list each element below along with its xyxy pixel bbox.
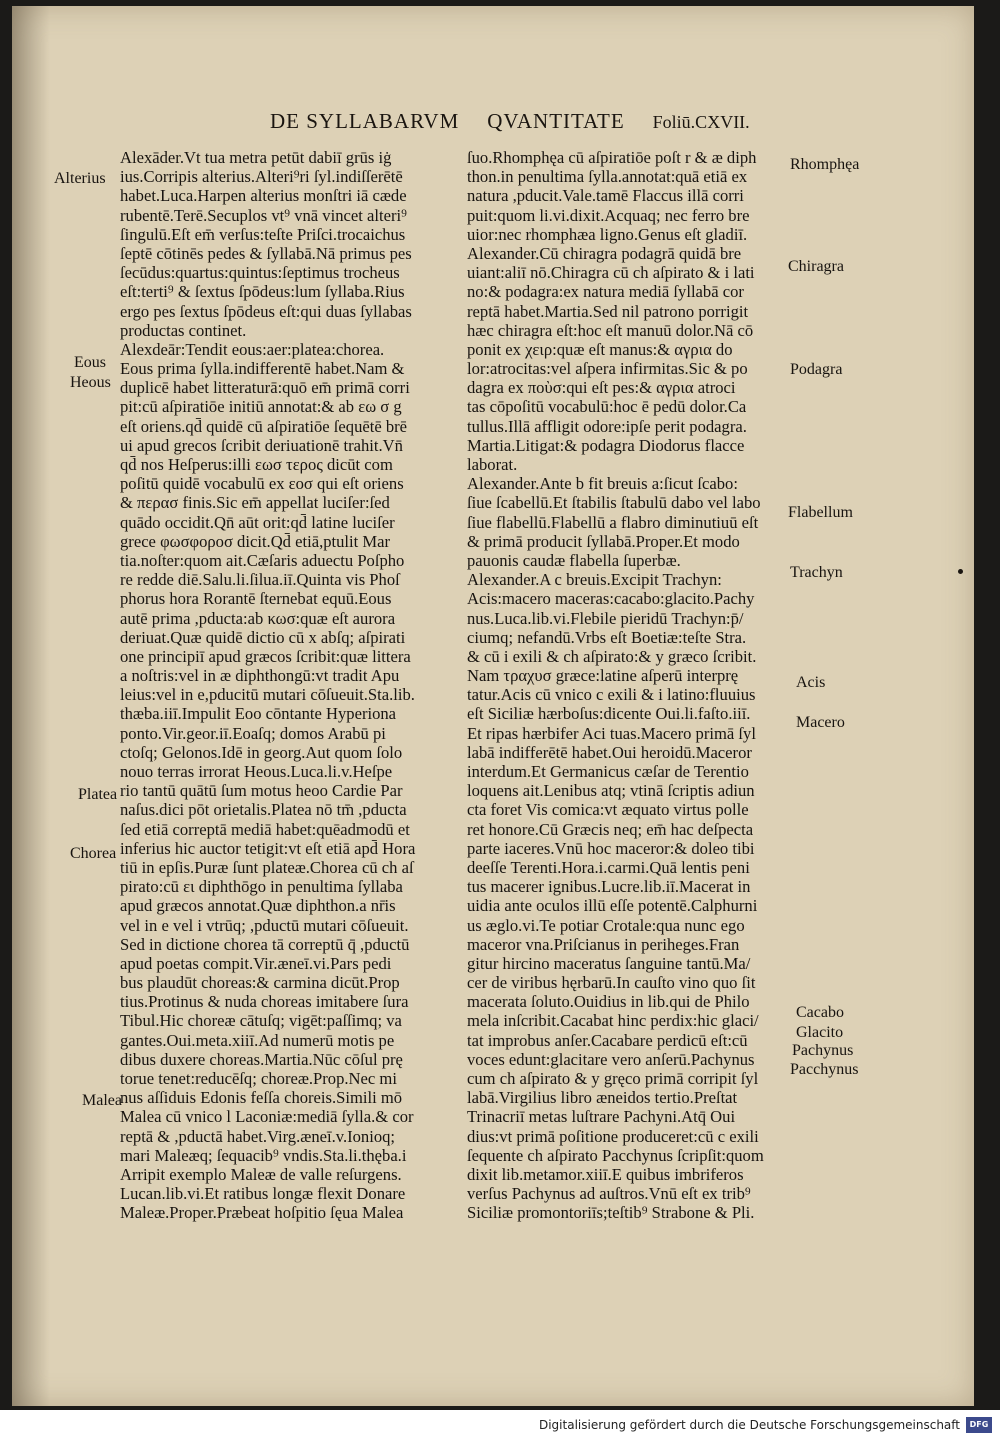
left-column-line: apud poetas compit.Vir.æneī.vi.Pars pedi	[120, 953, 392, 973]
right-column-line: tullus.Illā affligit odore:ipſe perit podagra.	[467, 416, 747, 436]
left-column-line: ponto.Vir.geor.iī.Eoaſq; domos Arabū pi	[120, 723, 386, 743]
right-column-line: uidia ante oculos illū eſſe potentē.Calphurni	[467, 896, 758, 916]
right-column-line: deeſſe Terenti.Hora.i.carmi.Quā lentis peni	[467, 857, 750, 877]
right-column-line: Trinacriī metas luſtrare Pachyni.Atq̄ Oui	[467, 1107, 736, 1127]
digitization-footer	[0, 1410, 1000, 1442]
left-column-line: eſt oriens.qd̄ quidē cū aſpiratiōe ſequētē brē	[120, 416, 408, 436]
margin-note-flabellum: Flabellum	[788, 504, 853, 521]
left-column-line: Sed in dictione chorea tā correptū q̄ ,pductū	[120, 934, 410, 954]
left-column-line: torue tenet:reducēſq; choreæ.Prop.Nec mi	[120, 1069, 397, 1088]
right-column-line: uiant:aliī nō.Chiragra cū ch aſpirato & i lati	[467, 263, 755, 283]
left-column-line: nus aſſiduis Edonis feſſa choreis.Simili mō	[120, 1088, 403, 1108]
left-column-line: qd̄ nos Heſperus:illi εωσ τερος dicūt com	[120, 455, 393, 474]
left-column-line: ſingulū.Eſt em̄ verſus:teſte Priſci.trocaichus	[120, 224, 406, 244]
right-column-line: reptā habet.Martia.Sed nil patrono porrigit	[467, 301, 749, 321]
right-column-line: ſuo.Rhomphęa cū aſpiratiōe poſt r & æ diph	[467, 148, 757, 167]
left-column-line: thæba.iiī.Impulit Eoo cōntante Hyperiona	[120, 704, 397, 724]
right-column-line: tas cōpoſitū vocabulū:hoc ē pedū dolor.Ca	[467, 397, 747, 417]
left-column-line: duplicē habet litteraturā:quō em̄ primā corri	[120, 378, 410, 398]
dfg-logo: DFG	[966, 1417, 992, 1433]
right-column-line: mela inſcribit.Cacabat hinc perdix:hic glaci/	[467, 1011, 759, 1031]
margin-note-chiragra: Chiragra	[788, 258, 844, 275]
right-column-line: eſt Siciliæ hærboſus:dicente Oui.li.faſto.iiī.	[467, 704, 751, 724]
left-column-line: Eous prima ſylla.indifferentē habet.Nam &	[120, 359, 405, 379]
left-column-line: productas continet.	[120, 320, 247, 340]
margin-note-heous: Heous	[70, 374, 111, 391]
right-column-line: natura ,pducit.Vale.tamē Flaccus illā corri	[467, 186, 744, 206]
margin-note-malea: Malea	[82, 1092, 122, 1109]
left-column-line: pit:cū aſpiratiōe initiū annotat:& ab εω σ g	[120, 397, 402, 417]
right-column-line: lor:atrocitas:vel aſpera infirmitas.Sic & po	[467, 359, 748, 379]
left-column-line: ergo pes ſextus ſpōdeus eſt:qui duas ſyllabas	[120, 301, 412, 321]
left-column-line: ius.Corripis alterius.Alteri⁹ri ſyl.indiſſerētē	[120, 167, 403, 187]
margin-note-glacito: Glacito	[796, 1024, 844, 1041]
right-column-line: puit:quom li.vi.dixit.Acquaq; nec ferro bre	[467, 205, 750, 225]
left-column-line: leius:vel in e,pducitū mutari cōſueuit.Sta.lib.	[120, 685, 415, 705]
margin-note-acis: Acis	[796, 674, 826, 691]
margin-note-cacabo: Cacabo	[796, 1004, 844, 1021]
margin-note-eous: Eous	[74, 354, 106, 371]
header-title-2: QVANTITATE	[487, 109, 625, 133]
left-column-line: tiū in epſis.Puræ ſunt plateæ.Chorea cū ch aſ	[120, 857, 414, 877]
right-column-line: no:& podagra:ex natura mediā ſyllabā cor	[467, 282, 744, 302]
left-column-line: gantes.Oui.meta.xiiī.Ad numerū motis pe	[120, 1030, 395, 1050]
right-column-line: gitur hircino maceratus ſanguine tantū.Ma/	[467, 953, 751, 973]
right-column-line: macerata ſoluto.Ouidius in lib.qui de Philo	[467, 992, 750, 1012]
left-column-line: rio tantū quātū ſum motus heoo Cardie Par	[120, 781, 403, 801]
left-column-line: phorus hora Rorantē ſternebat equū.Eous	[120, 589, 392, 609]
right-column-line: pauonis caudæ flabella ſuperbæ.	[467, 550, 681, 570]
right-column-line: Nam τραχυσ græce:latine aſperū interprę	[467, 666, 739, 686]
right-column-line: Acis:macero maceras:cacabo:glacito.Pachy	[467, 589, 755, 609]
right-column-line: labā indifferētē habet.Oui heroidū.Maceror	[467, 742, 752, 762]
book-page	[12, 6, 974, 1406]
funding-credit: Digitalisierung gefördert durch die Deutsche Forschungsgemeinschaft	[538, 1418, 960, 1432]
right-column-line: Alexander.A c breuis.Excipit Trachyn:	[467, 570, 722, 590]
left-column-line: a noſtris:vel in æ diphthongū:vt tradit Apu	[120, 666, 400, 686]
left-column-line: Maleæ.Proper.Præbeat hoſpitio ſęua Malea	[120, 1203, 404, 1223]
margin-note-pacchynus: Pacchynus	[790, 1061, 859, 1078]
left-column-line: Tibul.Hic choreæ cātuſq; vigēt:paſſimq; va	[120, 1011, 402, 1031]
left-column-line: ſeptē cōtinēs pedes & ſyllabā.Nā primus pes	[120, 243, 412, 263]
left-column-line: ui apud grecos ſcribit deriuationē trahit.Vn̄	[120, 435, 403, 455]
right-column-line: thon.in penultima ſylla.annotat:quā etiā ex	[467, 167, 748, 187]
left-column-line: Arripit exemplo Maleæ de valle reſurgens.	[120, 1164, 402, 1184]
right-column-line: labā.Virgilius libro æneidos tertio.Preſtat	[467, 1088, 738, 1108]
right-column-line: tus macerer ignibus.Lucre.lib.iī.Macerat in	[467, 877, 751, 897]
left-column-line: ctoſq; Gelonos.Idē in georg.Aut quom ſolo	[120, 742, 403, 762]
left-column-line: grece φωσφοροσ dicit.Qd̄ etiā,ptulit Mar	[120, 531, 391, 551]
right-column-line: ret honore.Cū Græcis neq; em̄ hac deſpecta	[467, 819, 754, 839]
margin-note-pachynus: Pachynus	[792, 1042, 854, 1059]
left-column-line: re redde diē.Salu.li.ſilua.iī.Quinta vis Phoſ	[120, 570, 400, 590]
right-column-line: Martia.Litigat:& podagra Diodorus flacce	[467, 435, 745, 455]
right-column-line: Siciliæ promontoriīs;teſtib⁹ Strabone & Pli.	[467, 1203, 755, 1223]
left-column-line: autē prima ,pducta:ab κωσ:quæ eſt aurora	[120, 608, 396, 628]
left-column-line: bus plaudūt choreas:& carmina dicūt.Prop	[120, 973, 400, 993]
left-column-line: nouo terras irrorat Heous.Luca.li.v.Heſpe	[120, 762, 393, 781]
right-column-line: & primā producit ſyllabā.Proper.Et modo	[467, 531, 740, 551]
left-column-line: tius.Protinus & nuda choreas imitabere ſura	[120, 992, 409, 1012]
left-column-line: & περασ finis.Sic em̄ appellat luciſer:ſed	[120, 493, 390, 513]
folio-number: Foliū.CXVII.	[652, 112, 750, 132]
right-column-line: & cū i exili & ch aſpirato:& y græco ſcribit.	[467, 646, 757, 666]
left-column-line: eſt:terti⁹ & ſextus ſpōdeus:lum ſyllaba.Rius	[120, 282, 405, 302]
right-column-line: Alexander.Ante b fit breuis a:ſicut ſcabo:	[467, 474, 738, 494]
left-column-line: ſed etiā correptā mediā habet:quēadmodū et	[120, 819, 410, 839]
left-column-line: apud græcos annotat.Quæ diphthon.a nr̄is	[120, 896, 396, 916]
right-column-line: dixit lib.metamor.xiiī.E quibus imbriferos	[467, 1164, 744, 1184]
right-column-line: verſus Pachynus ad auſtros.Vnū eſt ex trib⁹	[467, 1184, 751, 1204]
right-column-line: tat improbus anſer.Cacabare perdicū eſt:cū	[467, 1030, 748, 1050]
left-column-line: habet.Luca.Harpen alterius monſtri iā cæde	[120, 186, 407, 206]
margin-note-rhomphea: Rhomphęa	[790, 156, 860, 173]
right-column-line: loquens ait.Lenibus atq; vtinā ſcriptis adiun	[467, 781, 755, 801]
left-column-line: ſecūdus:quartus:quintus:ſeptimus trocheus	[120, 263, 400, 283]
right-column-line: hæc chiragra eſt:hoc eſt manuū dolor.Nā cō	[467, 320, 754, 340]
left-column-line: poſitū quidē vocabulū ex εοσ qui eſt oriens	[120, 474, 404, 494]
right-column-line: ponit ex χειρ:quæ eſt manus:& αγρια do	[467, 339, 733, 359]
left-column-line: tia.noſter:quom ait.Cæſaris aduectu Poſpho	[120, 550, 405, 570]
right-column-line: Alexander.Cū chiragra podagrā quidā bre	[467, 243, 742, 263]
right-column-line: interdum.Et Germanicus cæſar de Terentio	[467, 762, 749, 781]
right-column-line: parte iaceres.Vnū hoc maceror:& doleo tibi	[467, 838, 755, 858]
left-column-line: dibus duxere choreas.Martia.Nūc cōſul prę	[120, 1049, 403, 1069]
left-column-line: one principiī apud græcos ſcribit:quæ littera	[120, 646, 411, 666]
left-column-line: vel in e vel i vtrūq; ,pductū mutari cōſueuit.	[120, 915, 409, 935]
left-column-line: Alexdeār:Tendit eous:aer:platea:chorea.	[120, 339, 385, 359]
margin-note-podagra: Podagra	[790, 361, 843, 378]
left-column-line: rubentē.Terē.Secuplos vt⁹ vnā vincet alteri⁹	[120, 205, 407, 225]
right-column-line: dagra ex ποὺσ:qui eſt pes:& αγρια atroci	[467, 378, 736, 398]
right-column-line: nus.Luca.lib.vi.Flebile pieridū Trachyn:p̄/	[467, 608, 744, 628]
right-column-line: tatur.Acis cū vnico c exili & i latino:fluuius	[467, 685, 756, 705]
margin-note-chorea: Chorea	[70, 845, 117, 862]
left-column-line: Malea cū vnico l Laconiæ:mediā ſylla.& cor	[120, 1107, 414, 1127]
gutter-shadow	[12, 6, 50, 1406]
right-column-line: cum ch aſpirato & y gręco primā corripit ſyl	[467, 1069, 759, 1088]
running-header	[270, 109, 778, 134]
right-column-line: ſiue flabellū.Flabellū a flabro diminutiuū eſt	[467, 512, 759, 532]
right-column-line: us æglo.vi.Te potiar Crotale:qua nunc ego	[467, 915, 745, 935]
left-column-line: reptā & ,pductā habet.Virg.æneī.v.Ionioq;	[120, 1126, 396, 1146]
right-column-line: ciumq; nefandū.Vrbs eſt Boetiæ:teſte Stra.	[467, 627, 747, 647]
right-column-line: voces edunt:glacitare vero anſerū.Pachynus	[467, 1049, 755, 1069]
right-column-line: uior:nec rhomphæa ligno.Genus eſt gladiī.	[467, 224, 748, 244]
ink-dot	[958, 569, 963, 574]
left-column-line: Lucan.lib.vi.Et ratibus longæ flexit Donare	[120, 1184, 406, 1204]
right-column-line: dius:vt primā poſitione produceret:cū c exili	[467, 1126, 759, 1146]
margin-note-alterius: Alterius	[54, 170, 106, 187]
margin-note-platea: Platea	[78, 786, 118, 803]
header-title-1: DE SYLLABARVM	[270, 109, 460, 133]
left-column-line: pirato:cū ει diphthōgo in penultima ſyllaba	[120, 877, 403, 897]
left-column-line: quādo occidit.Qn̄ aūt orit:qd̄ latine luciſer	[120, 512, 395, 532]
margin-note-trachyn: Trachyn	[790, 564, 843, 581]
left-column-line: deriuat.Quæ quidē dictio cū x abſq; aſpirati	[120, 627, 406, 647]
right-column-line: ſiue ſcabellū.Et ſtabilis ſtabulū dabo vel labo	[467, 493, 761, 513]
left-column-line: Alexāder.Vt tua metra petūt dabiī grūs iġ	[120, 148, 392, 167]
right-column-line: maceror vna.Priſcianus in periheges.Fran	[467, 934, 740, 954]
left-column-line: naſus.dici pōt orietalis.Platea nō tm̄ ,pducta	[120, 800, 407, 820]
right-column-line: laborat.	[467, 455, 518, 474]
right-text-column	[467, 148, 807, 1223]
right-column-line: cta foret Vis comica:vt æquato virtus polle	[467, 800, 749, 820]
right-column-line: Et ripas hærbifer Aci tuas.Macero primā ſyl	[467, 723, 756, 743]
right-column-line: ſequente ch aſpirato Pacchynus ſcripſit:quom	[467, 1145, 764, 1165]
left-text-column	[120, 148, 470, 1223]
left-column-line: mari Maleæq; ſequacib⁹ vndis.Sta.li.thęba.i	[120, 1145, 407, 1165]
margin-note-macero: Macero	[796, 714, 845, 731]
right-column-line: cer de viribus hęrbarū.In cauſto vino quo ſit	[467, 973, 756, 993]
left-column-line: inferius hic auctor tetigit:vt eſt etiā apd̄ Hora	[120, 838, 416, 858]
